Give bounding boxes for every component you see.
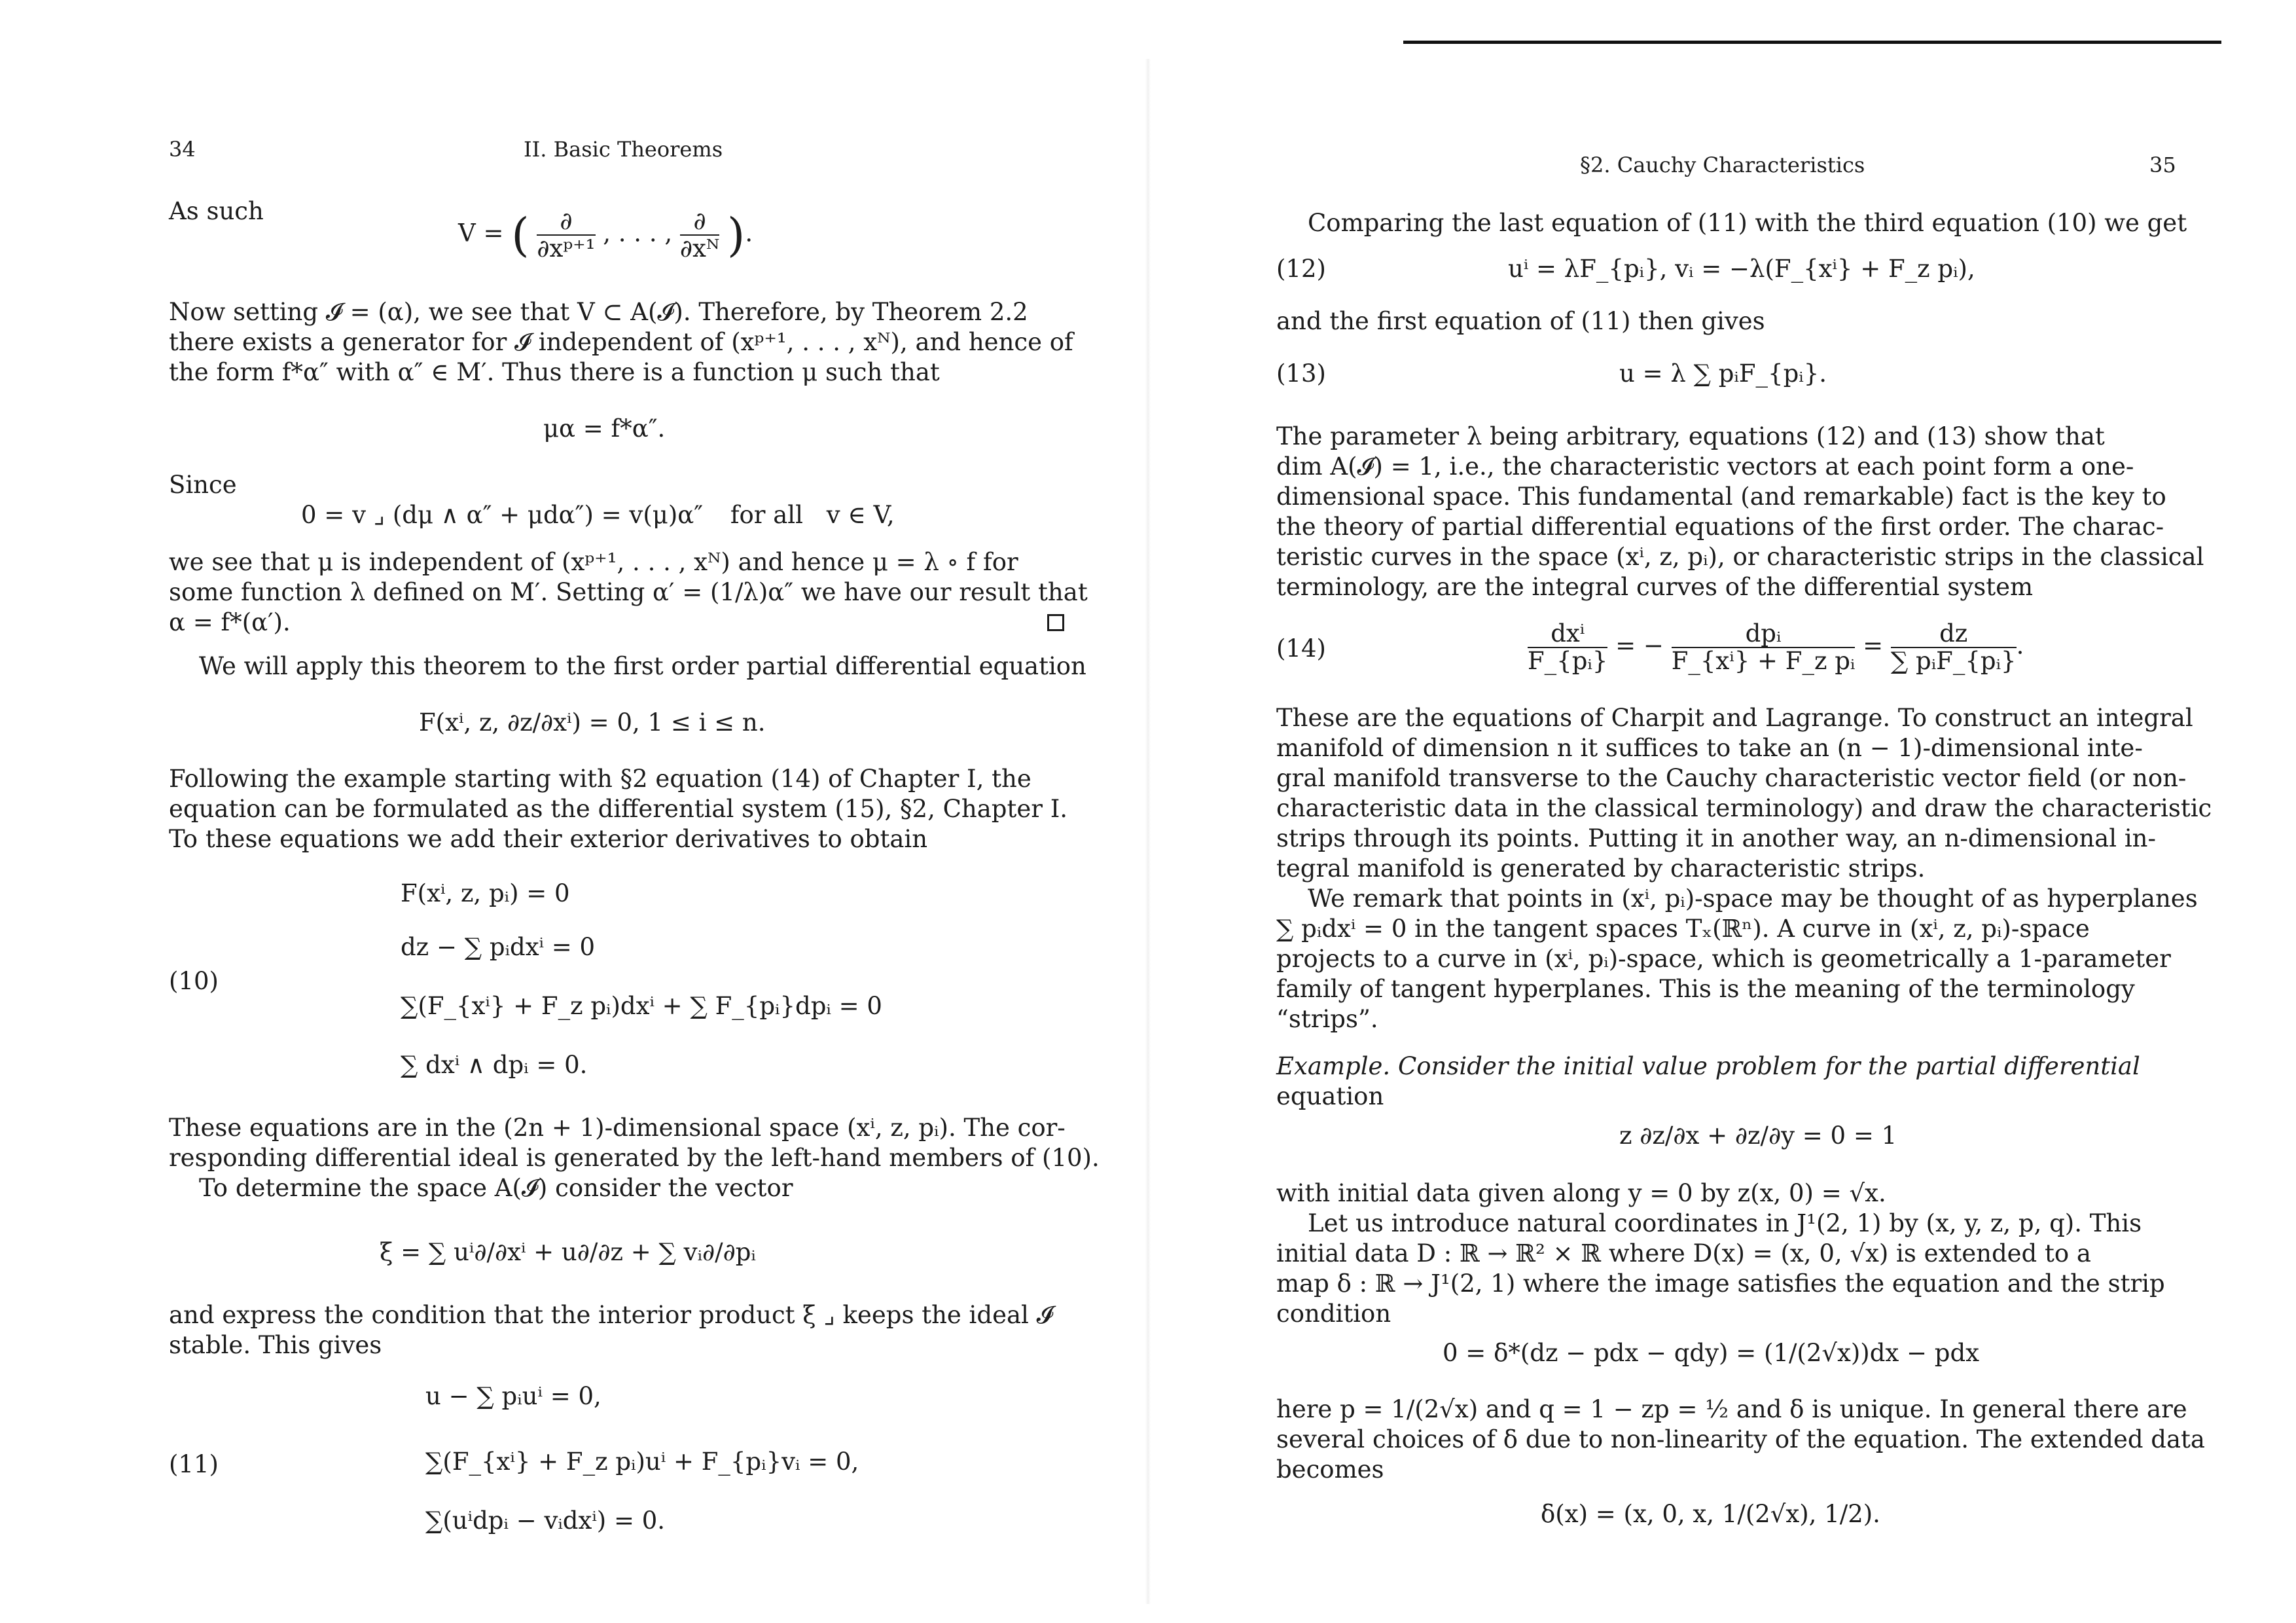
text-line: the form f*α″ with α″ ∈ M′. Thus there is a function μ such that — [169, 358, 940, 386]
text-line: ∑ pᵢdxⁱ = 0 in the tangent spaces Tₓ(ℝⁿ). A curve in (xⁱ, z, pᵢ)-space — [1276, 915, 2090, 943]
equation-v-definition: V = ( $\frac{\partial}{\text{∂xᵖ⁺¹}}$ , . . . , $\frac{\partial}{\text{∂xᴺ}}$ ). — [458, 207, 753, 263]
equation-since: 0 = v ⌟ (dμ ∧ α″ + μdα″) = v(μ)α″ for all v ∈ V, — [301, 501, 895, 529]
text-line: and express the condition that the interior product ξ ⌟ keeps the ideal 𝓘 — [169, 1301, 1053, 1329]
text-line: becomes — [1276, 1455, 1384, 1484]
text-line: teristic curves in the space (xⁱ, z, pᵢ), or characteristic strips in the classical — [1276, 543, 2204, 571]
equation-13: u = λ ∑ pᵢF_{pᵢ}. — [1619, 359, 1827, 388]
text-line: characteristic data in the classical terminology) and draw the characteristic — [1276, 794, 2212, 822]
equation-label-10: (10) — [169, 967, 219, 995]
equation-label-14: (14) — [1276, 634, 1326, 663]
text-line: with initial data given along y = 0 by z(x, 0) = √x. — [1276, 1179, 1886, 1207]
text-line: The parameter λ being arbitrary, equations (12) and (13) show that — [1276, 422, 2105, 450]
equation-extended-data: δ(x) = (x, 0, x, 1/(2√x), 1/2). — [1541, 1500, 1880, 1528]
text-line: “strips”. — [1276, 1005, 1378, 1033]
qed-box — [1047, 614, 1064, 631]
text-line: Following the example starting with §2 equation (14) of Chapter I, the — [169, 765, 1031, 793]
right-page — [1148, 0, 2296, 1623]
equation-mu-alpha: μα = f*α″. — [543, 414, 666, 443]
text-line: These equations are in the (2n + 1)-dimensional space (xⁱ, z, pᵢ). The cor- — [169, 1114, 1066, 1142]
text-line: To determine the space A(𝓘) consider the vector — [199, 1174, 793, 1202]
text-line: To these equations we add their exterior derivatives to obtain — [169, 825, 928, 853]
text-line: As such — [169, 197, 264, 225]
text-line: Since — [169, 471, 237, 499]
text-line: equation can be formulated as the differential system (15), §2, Chapter I. — [169, 795, 1068, 823]
text-line: Now setting 𝓘 = (α), we see that V ⊂ A(𝓘). Therefore, by Theorem 2.2 — [169, 298, 1028, 326]
text-line: some function λ defined on M′. Setting α′ = (1/λ)α″ we have our result that — [169, 578, 1088, 606]
equation-system-10-line: ∑(F_{xⁱ} + F_z pᵢ)dxⁱ + ∑ F_{pᵢ}dpᵢ = 0 — [401, 992, 882, 1020]
text-line: projects to a curve in (xⁱ, pᵢ)-space, which is geometrically a 1-parameter — [1276, 945, 2171, 973]
equation-system-10-line: dz − ∑ pᵢdxⁱ = 0 — [401, 933, 596, 961]
equation-label-12: (12) — [1276, 255, 1326, 283]
equation-strip-condition: 0 = δ*(dz − pdx − qdy) = (1/(2√x))dx − pdx — [1443, 1339, 1980, 1367]
top-rule — [1403, 41, 2221, 44]
page-number-left: 34 — [169, 137, 196, 162]
equation-label-13: (13) — [1276, 359, 1326, 388]
text-line: equation — [1276, 1082, 1384, 1110]
running-head-right: §2. Cauchy Characteristics — [1580, 153, 1865, 177]
text-line: family of tangent hyperplanes. This is the meaning of the terminology — [1276, 975, 2135, 1003]
text-line: manifold of dimension n it suffices to take an (n − 1)-dimensional inte- — [1276, 734, 2143, 762]
text-line: several choices of δ due to non-linearity of the equation. The extended data — [1276, 1425, 2205, 1453]
text-line: responding differential ideal is generated by the left-hand members of (10). — [169, 1144, 1100, 1172]
text-line: we see that μ is independent of (xᵖ⁺¹, . . . , xᴺ) and hence μ = λ ∘ f for — [169, 548, 1018, 576]
text-line: initial data D : ℝ → ℝ² × ℝ where D(x) = (x, 0, √x) is extended to a — [1276, 1239, 2091, 1267]
text-line: map δ : ℝ → J¹(2, 1) where the image satisfies the equation and the strip — [1276, 1269, 2165, 1298]
text-line: terminology, are the integral curves of the differential system — [1276, 573, 2034, 601]
text-line: there exists a generator for 𝓘 independent of (xᵖ⁺¹, . . . , xᴺ), and hence of — [169, 328, 1073, 356]
text-line: and the first equation of (11) then gives — [1276, 307, 1765, 335]
text-line: gral manifold transverse to the Cauchy characteristic vector field (or non- — [1276, 764, 2187, 792]
text-line: strips through its points. Putting it in another way, an n-dimensional in- — [1276, 824, 2156, 852]
equation-system-10-line: F(xⁱ, z, pᵢ) = 0 — [401, 879, 570, 907]
equation-system-11-line: ∑(F_{xⁱ} + F_z pᵢ)uⁱ + F_{pᵢ}vᵢ = 0, — [425, 1448, 859, 1476]
text-line: We remark that points in (xⁱ, pᵢ)-space may be thought of as hyperplanes — [1308, 884, 2198, 913]
text-line: These are the equations of Charpit and Lagrange. To construct an integral — [1276, 704, 2193, 732]
text-line: the theory of partial differential equations of the first order. The charac- — [1276, 513, 2164, 541]
text-line: condition — [1276, 1300, 1391, 1328]
equation-label-11: (11) — [169, 1450, 219, 1478]
text-line: α = f*(α′). — [169, 608, 291, 636]
text-line: Comparing the last equation of (11) with the third equation (10) we get — [1308, 209, 2187, 237]
running-head-left: II. Basic Theorems — [524, 137, 723, 162]
equation-system-10-line: ∑ dxⁱ ∧ dpᵢ = 0. — [401, 1051, 588, 1079]
text-line: here p = 1/(2√x) and q = 1 − zp = ½ and δ is unique. In general there are — [1276, 1395, 2187, 1423]
text-line: tegral manifold is generated by characteristic strips. — [1276, 854, 1926, 883]
text-line: dim A(𝓘) = 1, i.e., the characteristic vectors at each point form a one- — [1276, 452, 2134, 481]
equation-system-11-line: u − ∑ pᵢuⁱ = 0, — [425, 1382, 601, 1410]
text-line: dimensional space. This fundamental (and remarkable) fact is the key to — [1276, 483, 2166, 511]
page-number-right: 35 — [2149, 153, 2176, 177]
text-line: stable. This gives — [169, 1331, 382, 1359]
text-line: Let us introduce natural coordinates in J¹(2, 1) by (x, y, z, p, q). This — [1308, 1209, 2142, 1237]
text-line: We will apply this theorem to the first order partial differential equation — [199, 652, 1086, 680]
equation-system-11-line: ∑(uⁱdpᵢ − vᵢdxⁱ) = 0. — [425, 1506, 666, 1535]
text-line: Example. Consider the initial value problem for the partial differential — [1276, 1052, 2140, 1080]
equation-12: uⁱ = λF_{pᵢ}, vᵢ = −λ(F_{xⁱ} + F_z pᵢ), — [1508, 255, 1975, 283]
equation-pde: F(xⁱ, z, ∂z/∂xⁱ) = 0, 1 ≤ i ≤ n. — [419, 708, 766, 737]
equation-example: z ∂z/∂x + ∂z/∂y = 0 = 1 — [1619, 1122, 1897, 1150]
equation-xi-vector: ξ = ∑ uⁱ∂/∂xⁱ + u∂/∂z + ∑ vᵢ∂/∂pᵢ — [380, 1238, 756, 1266]
equation-14: $\frac{\text{dxⁱ}}{\text{F\_\{pᵢ\}}}$ = − $\frac{\text{dpᵢ}}{\text{F\_\{xⁱ\} + F\_z pᵢ}}$ = $\frac{dz}{\text{∑ pᵢF\_\{pᵢ\}}}$ . — [1528, 619, 2024, 675]
